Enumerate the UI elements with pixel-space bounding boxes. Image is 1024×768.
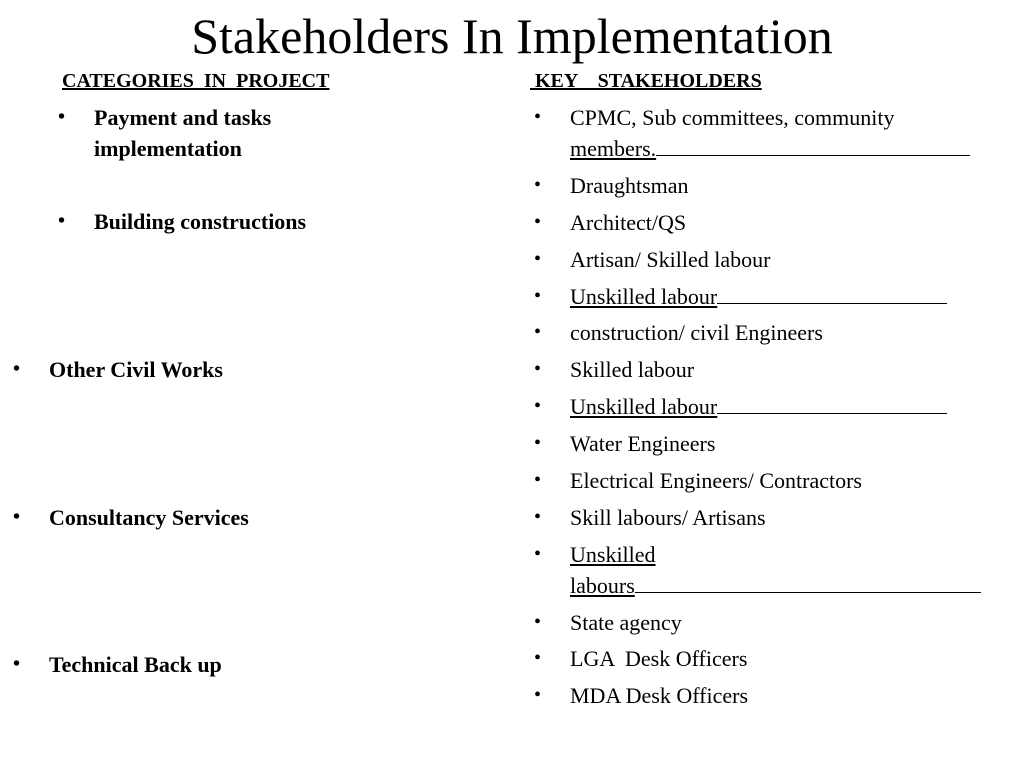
bullet-icon: •	[534, 248, 542, 270]
category-label: Consultancy Services	[49, 505, 249, 530]
stakeholder-label: Artisan/ Skilled labour	[570, 247, 771, 272]
bullet-icon: •	[534, 684, 542, 706]
stakeholder-label: Skilled labour	[570, 357, 695, 382]
bullet-icon: •	[534, 174, 542, 196]
stakeholder-label: Unskilled labour	[570, 281, 947, 312]
stakeholder-label: Unskilled labour	[570, 391, 947, 422]
stakeholder-item	[534, 539, 981, 601]
stakeholder-item	[534, 354, 695, 385]
bullet-icon: •	[534, 647, 542, 669]
bullet-icon: •	[534, 358, 542, 380]
categories-header: CATEGORIES IN PROJECT	[62, 70, 330, 92]
stakeholder-item	[534, 281, 947, 312]
bullet-icon: •	[58, 210, 66, 232]
stakeholder-item	[534, 102, 970, 164]
bullet-icon: •	[534, 321, 542, 343]
stakeholder-item	[534, 207, 687, 238]
stakeholder-item	[534, 391, 947, 422]
category-label: Payment and tasks	[94, 105, 272, 130]
bullet-icon: •	[534, 285, 542, 307]
bullet-icon: •	[534, 469, 542, 491]
stakeholder-item	[534, 643, 748, 674]
stakeholder-item	[534, 465, 862, 496]
category-item-payment	[58, 102, 272, 164]
stakeholder-item	[534, 317, 823, 348]
stakeholder-item	[534, 502, 766, 533]
category-label-cont: implementation	[94, 136, 242, 161]
stakeholder-label: Architect/QS	[570, 210, 687, 235]
bullet-icon: •	[534, 506, 542, 528]
stakeholder-label: CPMC, Sub committees, community	[570, 105, 895, 130]
stakeholder-label-cont: labours	[570, 570, 981, 601]
stakeholder-item	[534, 680, 749, 711]
category-label: Other Civil Works	[49, 357, 223, 382]
stakeholder-item	[534, 244, 771, 275]
stakeholder-label: MDA Desk Officers	[570, 683, 749, 708]
category-label: Building constructions	[94, 209, 307, 234]
stakeholder-label: construction/ civil Engineers	[570, 320, 823, 345]
stakeholder-label-cont: members.	[570, 133, 970, 164]
category-item-consultancy	[13, 502, 249, 533]
bullet-icon: •	[534, 395, 542, 417]
stakeholders-header: KEY STAKEHOLDERS	[530, 70, 762, 92]
stakeholder-item	[534, 607, 682, 638]
category-item-building	[58, 206, 307, 237]
bullet-icon: •	[13, 506, 21, 528]
stakeholder-label: LGA Desk Officers	[570, 646, 748, 671]
category-label: Technical Back up	[49, 652, 222, 677]
stakeholder-label: Skill labours/ Artisans	[570, 505, 766, 530]
category-item-civil-works	[13, 354, 223, 385]
bullet-icon: •	[534, 211, 542, 233]
page-title: Stakeholders In Implementation	[191, 8, 833, 64]
bullet-icon: •	[13, 653, 21, 675]
bullet-icon: •	[534, 611, 542, 633]
bullet-icon: •	[534, 543, 542, 565]
stakeholder-label: Draughtsman	[570, 173, 689, 198]
bullet-icon: •	[534, 106, 542, 128]
bullet-icon: •	[58, 106, 66, 128]
stakeholder-label: Unskilled	[570, 542, 656, 567]
stakeholder-label: State agency	[570, 610, 682, 635]
category-item-technical	[13, 649, 222, 680]
stakeholder-item	[534, 428, 716, 459]
bullet-icon: •	[534, 432, 542, 454]
bullet-icon: •	[13, 358, 21, 380]
stakeholder-label: Electrical Engineers/ Contractors	[570, 468, 862, 493]
stakeholder-item	[534, 170, 689, 201]
stakeholder-label: Water Engineers	[570, 431, 716, 456]
